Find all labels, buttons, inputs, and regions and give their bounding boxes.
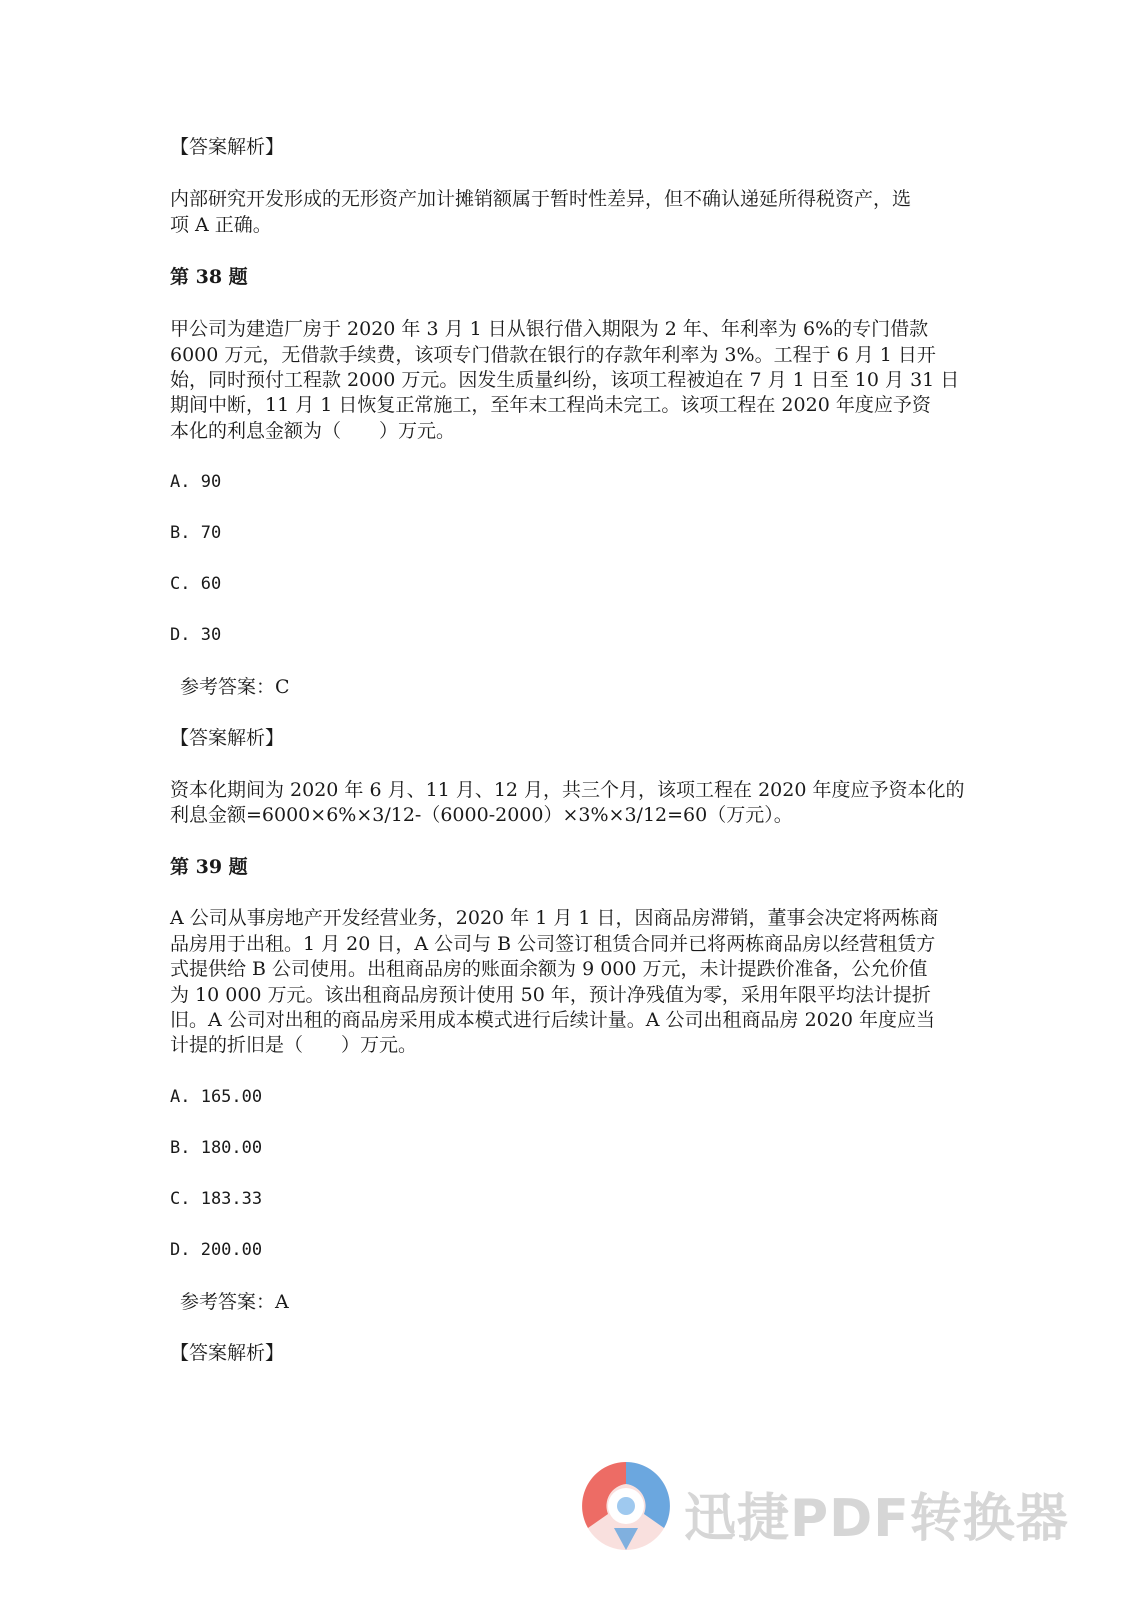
question-stem-line: 期间中断，11 月 1 日恢复正常施工，至年末工程尚未完工。该项工程在 2020 年度应予资 [170,394,931,416]
question-stem-line: 品房用于出租。1 月 20 日，A 公司与 B 公司签订租赁合同并已将两栋商品房以经营租赁方 [170,933,936,955]
option-d: D. 30 [170,625,222,645]
option-a: A. 165.00 [170,1087,263,1107]
option-b: B. 70 [170,523,222,543]
question-stem-line: 甲公司为建造厂房于 2020 年 3 月 1 日从银行借入期限为 2 年、年利率为 6%的专门借款 [170,318,929,340]
option-b: B. 180.00 [170,1138,263,1158]
question-39-title: 第 39 题 [170,856,248,878]
question-stem-line: 6000 万元，无借款手续费，该项专门借款在银行的存款年利率为 3%。工程于 6 月 1 日开 [170,344,936,366]
question-stem-line: 为 10 000 万元。该出租商品房预计使用 50 年，预计净残值为零，采用年限平均法计提折 [170,984,931,1006]
analysis-text-line: 利息金额=6000×6%×3/12-（6000-2000）×3%×3/12=60（万元）。 [170,804,793,826]
question-stem-line: 本化的利息金额为（ ）万元。 [170,420,456,442]
reference-answer: 参考答案：C [180,676,290,698]
option-d: D. 200.00 [170,1240,263,1260]
answer-analysis-heading: 【答案解析】 [170,1342,285,1364]
analysis-text-line: 资本化期间为 2020 年 6 月、11 月、12 月，共三个月，该项工程在 2020 年度应予资本化的 [170,779,965,801]
analysis-text-line: 内部研究开发形成的无形资产加计摊销额属于暂时性差异，但不确认递延所得税资产，选 [170,188,912,210]
question-stem-line: 旧。A 公司对出租的商品房采用成本模式进行后续计量。A 公司出租商品房 2020 年度应当 [170,1009,935,1031]
answer-analysis-heading: 【答案解析】 [170,136,285,158]
watermark-text: 迅捷PDF转换器 [684,1489,1069,1549]
xunjie-logo-icon [578,1458,674,1554]
question-stem-line: 式提供给 B 公司使用。出租商品房的账面余额为 9 000 万元，未计提跌价准备，公允价值 [170,958,928,980]
option-a: A. 90 [170,472,222,492]
question-stem-line: 计提的折旧是（ ）万元。 [170,1034,418,1056]
option-c: C. 60 [170,574,222,594]
reference-answer: 参考答案：A [180,1291,289,1313]
converter-watermark [578,1458,1098,1568]
analysis-text-line: 项 A 正确。 [170,214,272,236]
option-c: C. 183.33 [170,1189,263,1209]
question-38-title: 第 38 题 [170,266,248,288]
answer-analysis-heading: 【答案解析】 [170,727,285,749]
question-stem-line: A 公司从事房地产开发经营业务，2020 年 1 月 1 日，因商品房滞销，董事会决定将两栋商 [170,907,939,929]
question-stem-line: 始，同时预付工程款 2000 万元。因发生质量纠纷，该项工程被迫在 7 月 1 日至 10 月 31 日 [170,369,960,391]
